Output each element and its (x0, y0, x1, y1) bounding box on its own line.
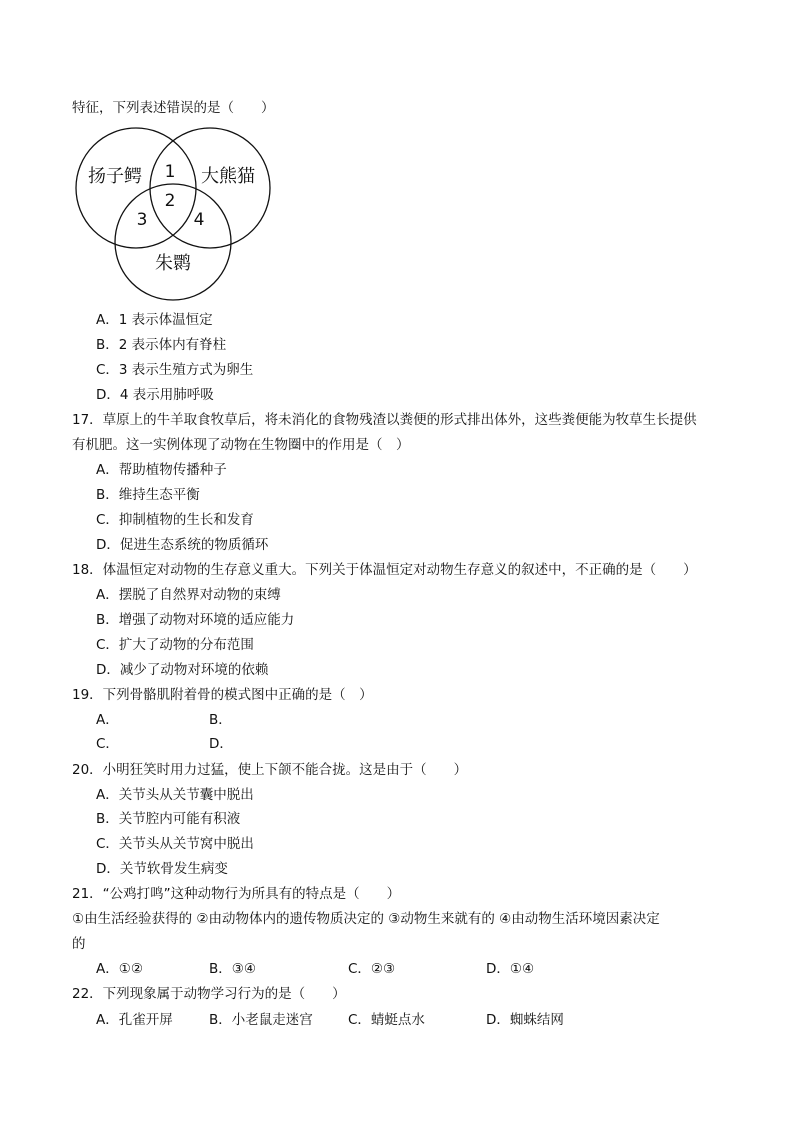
q22-stem: 22．下列现象属于动物学习行为的是（ ） (72, 986, 346, 1002)
venn-region-3: 3 (136, 210, 148, 230)
q19-option-b: B． (209, 712, 232, 728)
venn-label-ibis: 朱鹮 (155, 253, 191, 274)
q18-option-b: B．增强了动物对环境的适应能力 (96, 612, 295, 628)
q20-option-a: A．关节头从关节囊中脱出 (96, 787, 254, 803)
q18-stem: 18．体温恒定对动物的生存意义重大。下列关于体温恒定对动物生存意义的叙述中，不正确的是（ ） (72, 562, 697, 578)
q21-statements: ①由生活经验获得的 ②由动物体内的遗传物质决定的 ③动物生来就有的 ④由动物生活环境因素决定 (72, 911, 660, 927)
q21-statements-cont: 的 (72, 936, 86, 952)
q22-option-a: A．孔雀开屏 (96, 1012, 173, 1028)
q19-option-d: D． (209, 736, 233, 752)
q22-option-d: D．蜘蛛结网 (486, 1012, 564, 1028)
q19-stem: 19．下列骨骼肌附着骨的模式图中正确的是（ ） (72, 687, 373, 703)
q18-option-a: A．摆脱了自然界对动物的束缚 (96, 587, 281, 603)
q17-option-d: D．促进生态系统的物质循环 (96, 537, 269, 553)
q17-option-a: A．帮助植物传播种子 (96, 462, 227, 478)
q21-option-c: C．②③ (348, 961, 396, 977)
q20-option-c: C．关节头从关节窝中脱出 (96, 836, 254, 852)
q21-stem: 21．“公鸡打鸣”这种动物行为所具有的特点是（ ） (72, 886, 401, 902)
q21-option-b: B．③④ (209, 961, 256, 977)
q19-option-c: C． (96, 736, 119, 752)
venn-circle-alligator (76, 128, 196, 248)
q21-option-a: A．①② (96, 961, 143, 977)
q20-option-b: B．关节腔内可能有积液 (96, 811, 241, 827)
q18-option-c: C．扩大了动物的分布范围 (96, 637, 254, 653)
q20-option-d: D．关节软骨发生病变 (96, 861, 228, 877)
venn-circle-panda (150, 128, 270, 248)
q16-option-a: A．1 表示体温恒定 (96, 312, 213, 328)
q16-option-d: D．4 表示用肺呼吸 (96, 387, 214, 403)
q16-option-c: C．3 表示生殖方式为卵生 (96, 362, 254, 378)
venn-region-4: 4 (193, 210, 205, 230)
q17-stem-line2: 有机肥。这一实例体现了动物在生物圈中的作用是（ ） (72, 437, 410, 453)
q20-stem: 20．小明狂笑时用力过猛，使上下颌不能合拢。这是由于（ ） (72, 762, 468, 778)
q18-option-d: D．减少了动物对环境的依赖 (96, 662, 269, 678)
q22-option-c: C．蜻蜓点水 (348, 1012, 425, 1028)
q19-option-a: A． (96, 712, 119, 728)
q22-option-b: B．小老鼠走迷宫 (209, 1012, 313, 1028)
venn-diagram (70, 124, 275, 304)
venn-region-1: 1 (164, 162, 176, 182)
venn-region-2: 2 (164, 191, 176, 211)
venn-label-alligator: 扬子鳄 (88, 166, 142, 187)
venn-label-panda: 大熊猫 (201, 166, 255, 187)
q17-stem-line1: 17．草原上的牛羊取食牧草后，将未消化的食物残渣以粪便的形式排出体外，这些粪便能为牧草生长提供 (72, 412, 697, 428)
q17-option-c: C．抑制植物的生长和发育 (96, 512, 254, 528)
q21-option-d: D．①④ (486, 961, 535, 977)
q16-option-b: B．2 表示体内有脊柱 (96, 337, 227, 353)
question-16-stem: 特征，下列表述错误的是（ ） (72, 100, 275, 116)
q17-option-b: B．维持生态平衡 (96, 487, 200, 503)
